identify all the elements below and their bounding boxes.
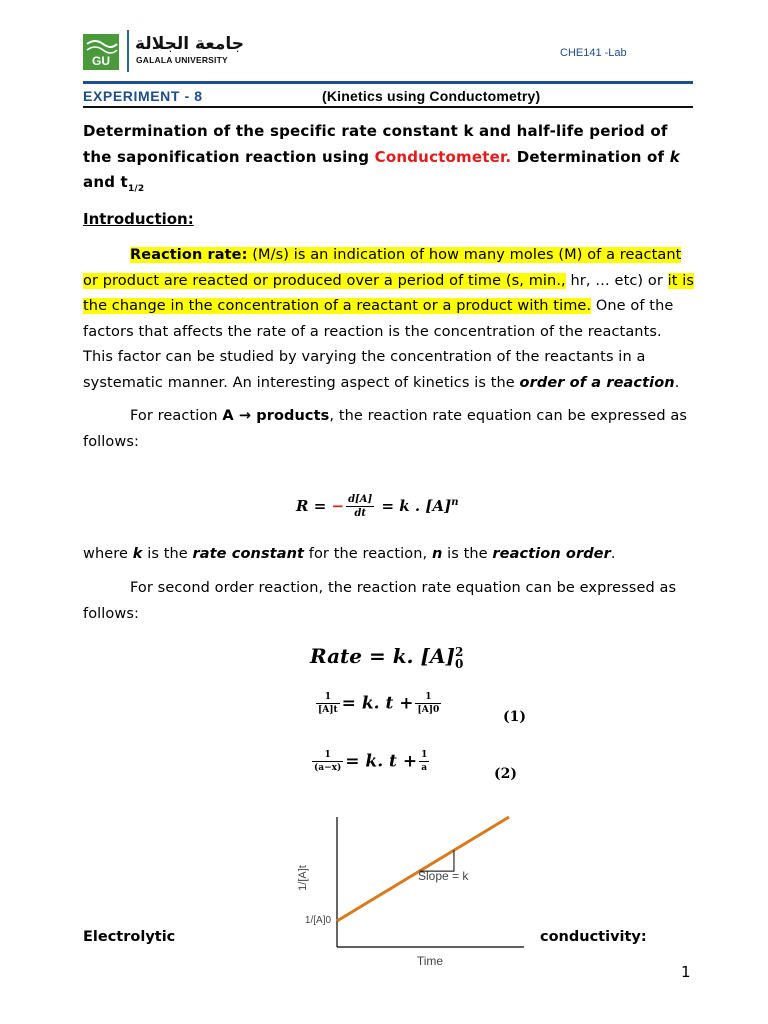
y-intercept-label: 1/[A]0 — [304, 915, 332, 926]
rate-symbol: R — [296, 497, 309, 515]
reaction-text: For reaction — [130, 408, 223, 424]
reaction-expression: A → products — [222, 408, 330, 424]
highlighted-definition: it is the change in the concentration of a reactant or a product with time. — [83, 272, 695, 314]
numerator: 1 — [415, 691, 441, 704]
numerator: 1 — [312, 749, 343, 762]
paragraph-text: hr, … etc) or — [565, 272, 668, 289]
university-name-english: GALALA UNIVERSITY — [136, 55, 228, 65]
title-text: Determination of — [511, 147, 670, 166]
paragraph-text: One of the factors that affects the rate of a reaction is the concentration of the reactants. This factor can be studied by varying the concentration of the reactants in a systematic manner. An interesting aspect of kinetics is the — [83, 298, 674, 391]
conductometer-term: Conductometer. — [374, 147, 512, 166]
second-order-paragraph — [83, 576, 695, 627]
subscript: 0 — [454, 656, 464, 671]
conductivity-word: conductivity: — [540, 929, 647, 945]
numerator: 1 — [316, 691, 340, 704]
equals-sign: = — [308, 497, 332, 515]
equation-1 — [314, 691, 443, 717]
denominator: (a−x) — [314, 763, 342, 773]
paragraph-text: . — [674, 374, 680, 391]
half-life-subscript: 1/2 — [127, 184, 145, 194]
reaction-rate-term: Reaction rate: — [130, 247, 248, 263]
rate-rhs: = k. [A] — [362, 644, 455, 668]
introduction-heading: Introduction: — [83, 210, 194, 228]
title-text: Determination of the specific rate constant k and half-life period of the saponification reaction using — [83, 122, 668, 166]
rate-equation-second-order — [310, 644, 463, 670]
y-axis-label: 1/[A]t — [297, 865, 309, 891]
x-axis-label: Time — [416, 954, 444, 968]
reaction-text: , the reaction rate equation can be expressed as follows: — [83, 408, 687, 450]
numerator: d[A] — [348, 494, 373, 505]
equation-middle: = k. t + — [345, 751, 418, 772]
rate-constant-term: rate constant — [192, 546, 305, 562]
paragraph-text: where — [83, 546, 133, 562]
logo-text: GU — [92, 54, 110, 68]
equation-1-label: (1) — [503, 709, 526, 725]
experiment-subtitle: (Kinetics using Conductometry) — [322, 88, 541, 104]
university-name-arabic: جامعة الجلالة — [135, 34, 245, 54]
experiment-label: EXPERIMENT - 8 — [83, 88, 203, 104]
superscript: 2 — [454, 644, 464, 659]
reaction-order-term: reaction order — [492, 546, 611, 562]
header-rule — [83, 81, 693, 84]
order-of-reaction-term: order of a reaction — [519, 374, 675, 391]
second-order-plot — [280, 805, 530, 975]
slope-annotation: Slope = k — [418, 869, 469, 883]
title-text: and t — [83, 173, 128, 191]
equation-2 — [310, 749, 431, 775]
logo-separator — [127, 30, 129, 72]
title-rule — [83, 106, 693, 108]
where-paragraph — [83, 542, 695, 568]
denominator: [A]t — [318, 705, 338, 715]
highlighted-definition: (M/s) is an indication of how many moles (M) of a reactant or product are reacted or produced over a period of time (s, min., — [83, 247, 682, 289]
paragraph-text: for the reaction, — [304, 546, 432, 562]
denominator: a — [421, 763, 428, 773]
rate-equation-general — [296, 494, 458, 520]
n-symbol: n — [431, 546, 443, 562]
order-exponent: n — [451, 497, 459, 508]
course-code: CHE141 -Lab — [560, 47, 627, 59]
experiment-title — [83, 119, 695, 203]
page-number: 1 — [681, 963, 691, 981]
equation-2-label: (2) — [494, 766, 517, 782]
denominator: dt — [354, 508, 366, 519]
paragraph-text: . — [610, 546, 616, 562]
university-logo — [83, 34, 119, 70]
paragraph-text: is the — [142, 546, 193, 562]
k-symbol: k — [132, 546, 143, 562]
equation-middle: = k. t + — [341, 693, 414, 714]
k-symbol: k — [669, 147, 680, 166]
paragraph-text: For second order reaction, the reaction rate equation can be expressed as follows: — [83, 580, 677, 622]
minus-sign: − — [331, 497, 345, 515]
electrolytic-word: Electrolytic — [83, 929, 176, 945]
rate-rhs: = k . [A] — [376, 497, 452, 515]
denominator: [A]0 — [417, 705, 440, 715]
numerator: 1 — [421, 750, 428, 760]
paragraph-text: is the — [442, 546, 493, 562]
rate-word: Rate — [310, 644, 363, 668]
introduction-paragraph — [83, 243, 695, 455]
